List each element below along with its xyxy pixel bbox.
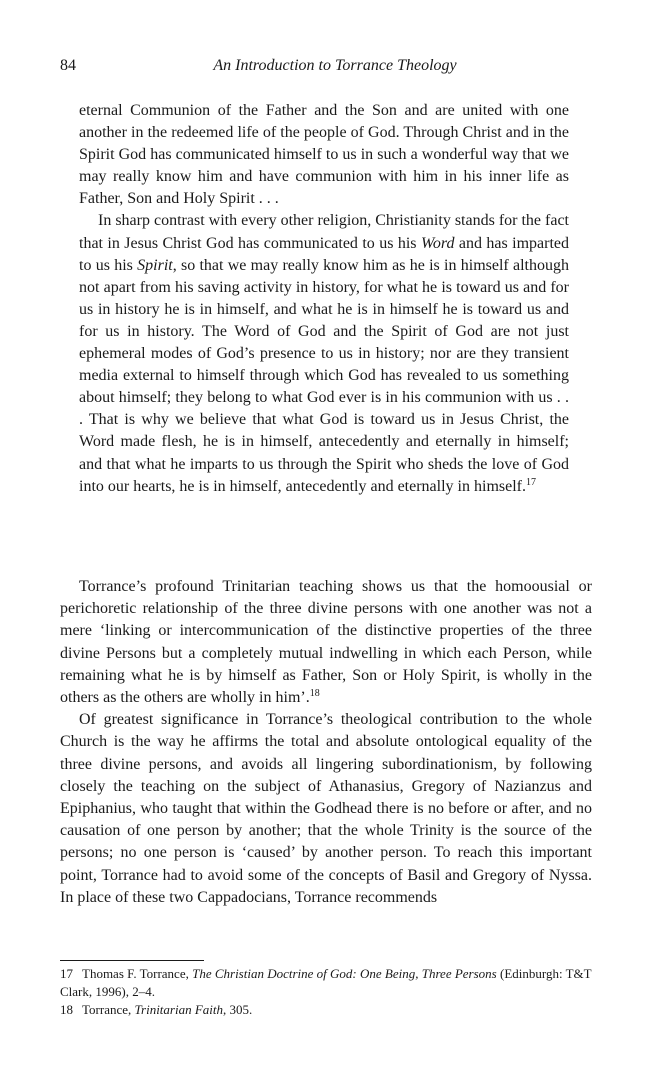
quote-text: In sharp contrast with every other religion, Christianity stands for the fact that in Jesus Christ God has communicated to us his	[79, 212, 569, 252]
body-paragraph-1	[60, 576, 592, 709]
footnote-book-title: Trinitarian Faith	[134, 1002, 224, 1017]
footnote-publication: (Edinburgh: T&T Clark, 1996), 2–4.	[60, 966, 592, 999]
footnote-number: 18	[60, 1002, 73, 1017]
footnotes	[60, 965, 592, 1019]
footnote-divider	[60, 960, 204, 961]
body-text-run: Torrance’s profound Trinitarian teaching shows us that the homoousial or perichoretic relationship of the three divine persons with one another was not a mere ‘linking or intercommunication of the distinctive properties of the three divine Persons but a completely mutual indwelling in which each Person, while remaining what he is by himself as Father, Son or Holy Spirit, is wholly in the others as the others are wholly in him’.	[60, 578, 592, 707]
body-paragraph-2: Of greatest significance in Torrance’s theological contribution to the whole Church is the way he affirms the total and absolute ontological equality of the three divine persons, and avoids all lingering subordinationism, by following closely the teaching on the subject of Athanasius, Gregory of Nazianzus and Epiphanius, who taught that within the Godhead there is no before or after, and no causation of one person by another; that the whole Trinity is the source of the persons; no one person is ‘caused’ by another person. To reach this important point, Torrance had to avoid some of the concepts of Basil and Gregory of Nyssa. In place of these two Cappadocians, Torrance recommends	[60, 711, 592, 906]
footnote-17	[60, 965, 592, 1001]
quote-paragraph-2	[79, 210, 569, 497]
running-title: An Introduction to Torrance Theology	[213, 57, 457, 74]
page-number: 84	[60, 57, 76, 74]
footnote-author: Thomas F. Torrance,	[82, 966, 193, 981]
quote-emphasis-spirit: Spirit	[137, 256, 173, 274]
footnote-number: 17	[60, 966, 73, 981]
quote-paragraph-1: eternal Communion of the Father and the Son and are united with one another in the redeemed life of the people of God. Through Christ and in the Spirit God has communicated himself to us in such a wonderful way that we may really know him and have communion with him in his inner life as Father, Son and Holy Spirit . . .	[79, 102, 569, 208]
footnote-publication: , 305.	[223, 1002, 253, 1017]
footnote-author: Torrance,	[82, 1002, 135, 1017]
quote-text: and has imparted to us his	[79, 234, 570, 274]
running-head	[60, 57, 592, 81]
quote-emphasis-word: Word	[420, 234, 455, 252]
footnote-18	[60, 1001, 592, 1019]
quote-text: , so that we may really know him as he is in himself although not apart from his saving activity in history, for what he is toward us and for us in history he is in himself, and what he is in himself he is toward us and for us in history. The Word of God and the Spirit of God are not just ephemeral modes of God’s presence to us in history; nor are they transient media external to himself through which God has revealed to us something about himself; they belong to what God ever is in his communion with us . . . That is why we believe that what God is toward us in Jesus Christ, the Word made flesh, he is in himself, antecedently and eternally in himself; and that what he imparts to us through the Spirit who sheds the love of God into our hearts, he is in himself, antecedently and eternally in himself.	[79, 256, 570, 495]
footnote-marker-17: 17	[525, 476, 536, 488]
footnote-marker-18: 18	[309, 688, 320, 700]
block-quote	[79, 100, 569, 498]
footnote-book-title: The Christian Doctrine of God: One Being, Three Persons	[192, 966, 497, 981]
body-text	[60, 576, 592, 909]
